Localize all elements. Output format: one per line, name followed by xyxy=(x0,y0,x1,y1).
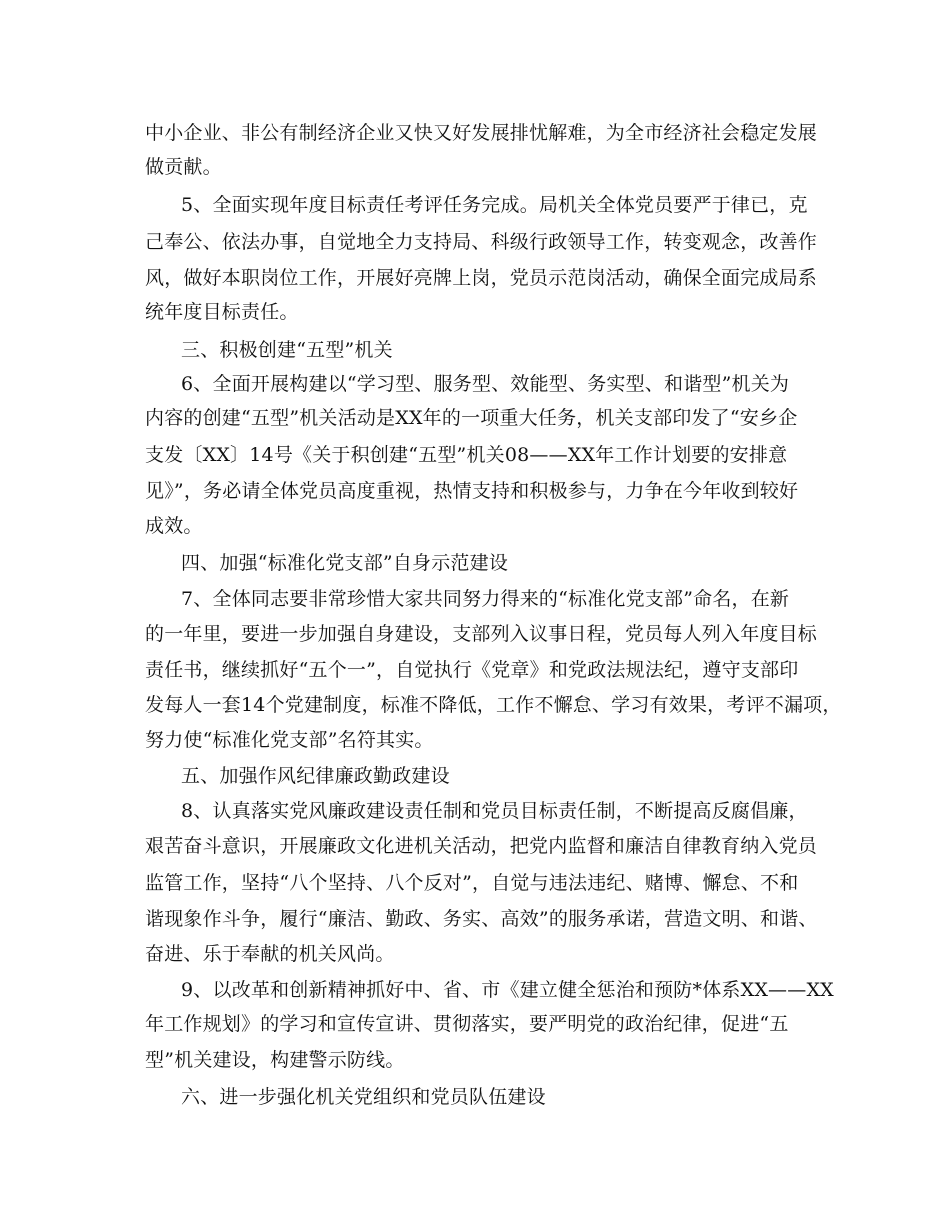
text-line: 谐现象作斗争，履行“廉洁、勤政、务实、高效”的服务承诺，营造文明、和谐、 xyxy=(145,908,818,930)
text-line: 艰苦奋斗意识，开展廉政文化进机关活动，把党内监督和廉洁自律教育纳入党员 xyxy=(145,835,818,857)
section-heading: 五、加强作风纪律廉政勤政建设 xyxy=(181,765,450,787)
text-line: 责任书，继续抓好“五个一”，自觉执行《党章》和党政法规法纪，遵守支部印 xyxy=(145,659,799,681)
section-heading: 六、进一步强化机关党组织和党员队伍建设 xyxy=(181,1086,546,1108)
text-line: 型”机关建设，构建警示防线。 xyxy=(145,1049,405,1071)
paragraph-start-line: 9、以改革和创新精神抓好中、省、市《建立健全惩治和预防*体系XX——XX xyxy=(181,979,834,1001)
text-line: 风，做好本职岗位工作，开展好亮牌上岗，党员示范岗活动，确保全面完成局系 xyxy=(145,267,818,289)
paragraph-start-line: 8、认真落实党风廉政建设责任制和党员目标责任制，不断提高反腐倡廉， xyxy=(181,800,808,822)
section-heading: 三、积极创建“五型”机关 xyxy=(181,339,393,361)
paragraph-start-line: 7、全体同志要非常珍惜大家共同努力得来的“标准化党支部”命名，在新 xyxy=(181,588,790,610)
text-line: 统年度目标责任。 xyxy=(145,301,299,323)
section-heading: 四、加强“标准化党支部”自身示范建设 xyxy=(181,552,509,574)
text-line: 中小企业、非公有制经济企业又快又好发展排忧解难，为全市经济社会稳定发展 xyxy=(145,122,818,144)
text-line: 内容的创建“五型”机关活动是XX年的一项重大任务，机关支部印发了“安乡企 xyxy=(145,407,798,429)
paragraph-start-line: 6、全面开展构建以“学习型、服务型、效能型、务实型、和谐型”机关为 xyxy=(181,373,790,395)
text-line: 己奉公、依法办事，自觉地全力支持局、科级行政领导工作，转变观念，改善作 xyxy=(145,231,818,253)
text-line: 见》”，务必请全体党员高度重视，热情支持和积极参与，力争在今年收到较好 xyxy=(145,480,799,502)
paragraph-start-line: 5、全面实现年度目标责任考评任务完成。局机关全体党员要严于律已，克 xyxy=(181,194,808,216)
text-line: 成效。 xyxy=(145,515,203,537)
text-line: 监管工作，坚持“八个坚持、八个反对”，自觉与违法违纪、赌博、懈怠、不和 xyxy=(145,872,799,894)
text-line: 努力使“标准化党支部”名符其实。 xyxy=(145,729,434,751)
text-line: 做贡献。 xyxy=(145,156,222,178)
text-line: 发每人一套14个党建制度，标准不降低，工作不懈怠、学习有效果，考评不漏项， xyxy=(145,694,842,716)
text-line: 支发〔XX〕14号《关于积创建“五型”机关08——XX年工作计划要的安排意 xyxy=(145,444,788,466)
text-line: 奋进、乐于奉献的机关风尚。 xyxy=(145,943,395,965)
text-line: 的一年里，要进一步加强自身建设，支部列入议事日程，党员每人列入年度目标 xyxy=(145,623,818,645)
text-line: 年工作规划》的学习和宣传宣讲、贯彻落实，要严明党的政治纪律，促进“五 xyxy=(145,1013,789,1035)
